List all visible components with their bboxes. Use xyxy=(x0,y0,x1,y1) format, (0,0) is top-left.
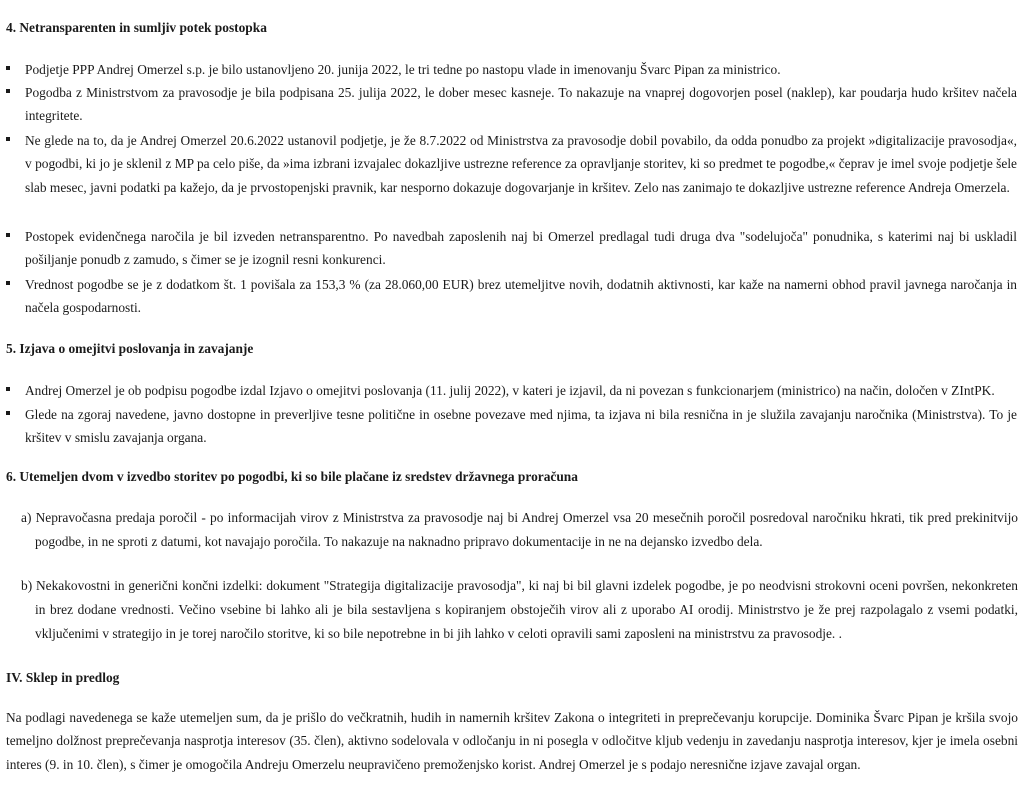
lettered-item-text: a) Nepravočasna predaja poročil - po informacijah virov z Ministrstva za pravosodje naj bi Andrej Omerzel vsa 20 mesečnih poročil posredoval naročniku hkrati, tik pred prekinitvijo pogodbe, in ne sproti z datumi, kot navajajo poročila. To nakazuje na naknadno pripravo dokumentacije in ne na dejansko izvedbo dela. xyxy=(21,510,1018,549)
bullet-marker xyxy=(6,411,10,415)
bullet-marker xyxy=(6,137,10,141)
list-item-text: Vrednost pogodbe se je z dodatkom št. 1 povišala za 153,3 % (za 28.060,00 EUR) brez utemeljitve novih, dodatnih aktivnosti, kar kaže na namerni obhod pravil javnega naročanja in načela gospodarnosti. xyxy=(25,277,1017,316)
list-item-text: Glede na zgoraj navedene, javno dostopne in preverljive tesne politične in osebne povezave med njima, ta izjava ni bila resnična in je služila zavajanju naročnika (Ministrstva). To je kršitev v smislu zavajanja organa. xyxy=(25,407,1017,446)
bullet-marker xyxy=(6,66,10,70)
section-5-heading: 5. Izjava o omejitvi poslovanja in zavajanje xyxy=(6,341,254,356)
list-item-text: Podjetje PPP Andrej Omerzel s.p. je bilo ustanovljeno 20. junija 2022, le tri tedne po nastopu vlade in imenovanju Švarc Pipan za ministrico. xyxy=(25,62,781,77)
list-item-text: Pogodba z Ministrstvom za pravosodje je bila podpisana 25. julija 2022, le dober mesec kasneje. To nakazuje na vnaprej dogovorjen posel (naklep), kar poudarja hudo kršitev načela integritete. xyxy=(25,85,1017,124)
bullet-marker xyxy=(6,233,10,237)
bullet-marker xyxy=(6,89,10,93)
lettered-item-text: b) Nekakovostni in generični končni izdelki: dokument "Strategija digitalizacije pravosodja", ki naj bi bil glavni izdelek pogodbe, je po neodvisni strokovni oceni površen, nekonkreten in brez dodane vrednosti. Večino vsebine bi lahko ali je bila sestavljena s kopiranjem obstoječih virov ali z uporabo AI orodij. Ministrstvo je že prej razpolagalo z vsemi podatki, vključenimi v strategijo in je torej naročilo storitve, ki so bile nepotrebne in bi jih lahko v celoti opravili sami zaposleni na ministrstvu za pravosodje. . xyxy=(21,578,1018,641)
bullet-marker xyxy=(6,281,10,285)
bullet-marker xyxy=(6,387,10,391)
list-item-text: Postopek evidenčnega naročila je bil izveden netransparentno. Po navedbah zaposlenih naj bi Omerzel predlagal tudi druga dva "sodelujoča" ponudnika, s katerimi naj bi uskladil pošiljanje ponudb z zamudo, s čimer se je izognil resni konkurenci. xyxy=(25,229,1017,268)
section-iv-heading: IV. Sklep in predlog xyxy=(6,670,120,685)
section-6-heading: 6. Utemeljen dvom v izvedbo storitev po pogodbi, ki so bile plačane iz sredstev državnega proračuna xyxy=(6,469,578,484)
list-item-text: Andrej Omerzel je ob podpisu pogodbe izdal Izjavo o omejitvi poslovanja (11. julij 2022), v kateri je izjavil, da ni povezan s funkcionarjem (ministrico) na način, določen v ZIntPK. xyxy=(25,383,995,398)
section-4-heading: 4. Netransparenten in sumljiv potek postopka xyxy=(6,20,267,35)
conclusion-paragraph: Na podlagi navedenega se kaže utemeljen sum, da je prišlo do večkratnih, hudih in namernih kršitev Zakona o integriteti in preprečevanju korupcije. Dominika Švarc Pipan je kršila svojo temeljno dolžnost preprečevanja nasprotja interesov (35. člen), aktivno sodelovala v odločanju in ni posegla v odločitve kljub vedenju in zavedanju nasprotja interesov, kjer je imela osebni interes (9. in 10. člen), s čimer je omogočila Andreju Omerzelu neupravičeno premoženjsko korist. Andrej Omerzel je s podajo neresnične izjave zavajal organ. xyxy=(6,710,1018,772)
list-item-text: Ne glede na to, da je Andrej Omerzel 20.6.2022 ustanovil podjetje, je že 8.7.2022 od Ministrstva za pravosodje dobil povabilo, da odda ponudbo za projekt »digitalizacije pravosodja«, v pogodbi, ki jo je sklenil z MP pa celo piše, da »ima izbrani izvajalec dokazljive ustrezne reference za opravljanje storitev, ki so predmet te pogodbe,« čeprav je imel svoje podjetje šele slab mesec, javni podatki pa kažejo, da je prvostopenjski pravnik, kar nesporno dokazuje dogovarjanje in kršitev. Zelo nas zanimajo te dokazljive ustrezne reference Andreja Omerzela. xyxy=(25,133,1017,195)
